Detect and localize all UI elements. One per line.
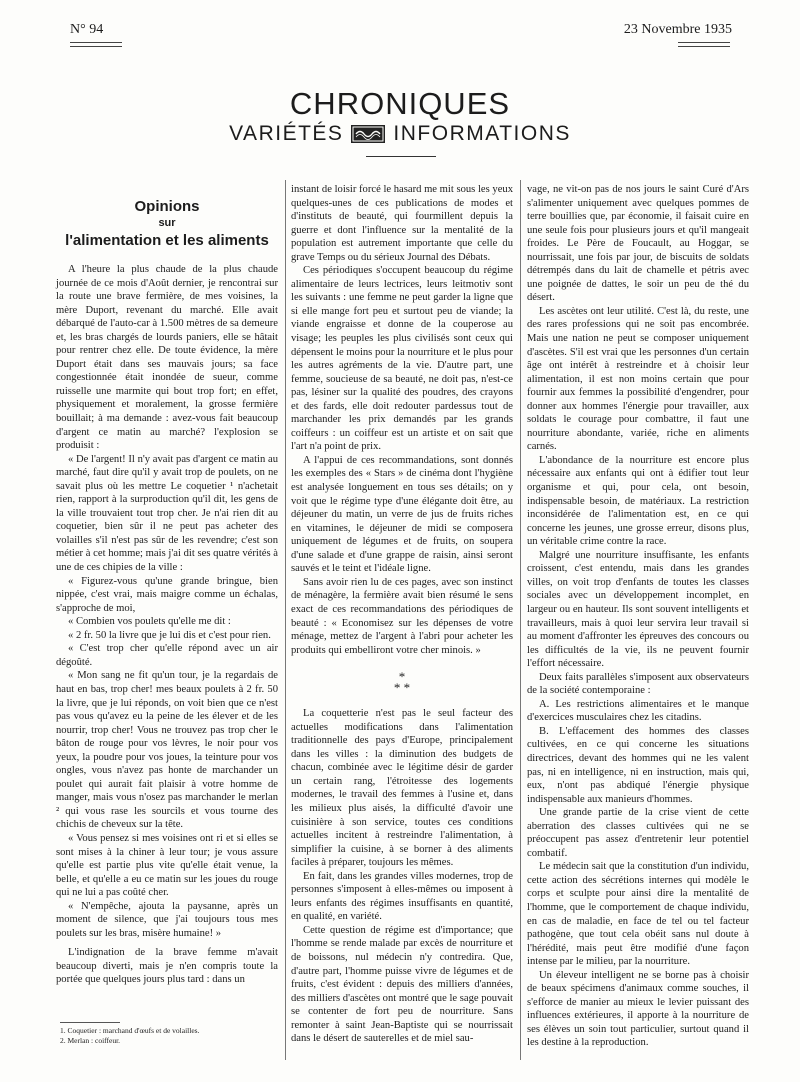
masthead-right: INFORMATIONS	[393, 122, 571, 145]
paragraph: A l'appui de ces recommandations, sont donnés les exemples des « Stars » de cinéma dont l'hygiène est analysée longuement en tous ses détails; on y voit que le régime type d'une élégante doit être, au déjeuner du matin, un verre de jus de fruits riches en vitamines, le déjeuner de midi se composera uniquement de légumes et de fruits, on soupera d'une salade et d'une grappe de raisin, ainsi seront sauvés et le teint et l'idéale ligne.	[291, 454, 513, 575]
header-rule-left	[70, 42, 122, 47]
masthead-title: CHRONIQUES	[289, 86, 511, 121]
paragraph: Le médecin sait que la constitution d'un individu, cette action des sécrétions internes qui modèle le corps et sculpte pour ainsi dire la mentalité de l'homme, que le comportement de chaque individu, en cas de maladie, en face de tel ou tel facteur pathogène, que tout cela obéit sans nul doute à l'hérédité, mais peut être modifié d'une façon intense par le milieu, par la nourriture.	[527, 861, 749, 968]
paragraph: « Combien vos poulets qu'elle me dit :	[68, 616, 231, 628]
paragraph: Un éleveur intelligent ne se borne pas à choisir de beaux spécimens d'animaux comme souches, il s'efforce de manier au mieux le levier puissant des influences extérieures, il apporte à la nourriture de ses élèves un soin tout particulier, surtout quand il les destine à la reproduction.	[527, 969, 749, 1049]
footnote-2: 2. Merlan : coiffeur.	[60, 1036, 121, 1045]
paragraph: Une grande partie de la crise vient de cette aberration des classes cultivées qui ne se préoccupent pas assez d'entretenir leur potentiel combatif.	[527, 807, 749, 859]
paragraph: L'abondance de la nourriture est encore plus nécessaire aux enfants qui ont à édifier tout leur organisme et qui, pour cela, ont besoin, indispensable besoin, de matériaux. La restriction inconsidérée de l'alimentation est, en ce qui concerne les jeunes, une grosse erreur, disons plus, un véritable crime contre la race.	[527, 454, 749, 548]
article-title-line2: sur	[158, 217, 176, 229]
paragraph: En fait, dans les grandes villes modernes, trop de personnes s'imposent à elles-mêmes ou imposent à leurs enfants des régimes insuffisants en quantité, en qualité, en variété.	[291, 870, 513, 923]
paragraph: Cette question de régime est d'importance; que l'homme se rende malade par excès de nourriture et de boissons, nul médecin n'y contredira. Que, d'autre part, l'homme puisse vivre de légumes et de fruits, c'est évident : depuis des milliers d'années, des milliers d'ascètes ont montré que le sage pouvait se contenter de fort peu de nourriture. Sans remonter à saint Jean-Baptiste qui se nourrissait dans le désert de sauterelles et de miel sau-	[291, 924, 513, 1045]
paragraph: « 2 fr. 50 la livre que je lui dis et c'est pour rien.	[68, 629, 271, 641]
paragraph: Deux faits parallèles s'imposent aux observateurs de la société contemporaine :	[527, 671, 749, 697]
paragraph: B. L'effacement des hommes des classes cultivées, en ce qui concerne les situations directrices, devant des hommes qui ne les valent pas, ni en intelligence, ni en instruction, mais qui, eux, n'ont pas abdiqué l'énergie physique indispensable aux manieurs d'hommes.	[527, 725, 749, 805]
paragraph: « Vous pensez si mes voisines ont ri et si elles se sont mises à la chiner à leur tour; je vous assure qu'elle est partie plus vite qu'elle était venue, la belle, et qu'elle a eu ce matin sur les joues du rouge qui ne lui a pas coûté cher.	[56, 832, 278, 899]
issue-date: 23 Novembre 1935	[623, 22, 732, 37]
footnote-rule	[60, 1022, 120, 1023]
ornament-icon	[351, 125, 385, 143]
column-rule-1	[285, 180, 286, 1060]
paragraph: « Mon sang ne fit qu'un tour, je la regardais de haut en bas, trop cher! mes beaux poulets à 2 fr. 50 la livre, que je lui réponds, on voit bien que ce n'est pas vous qu'avez eu la peine de les élever et de les nourrir, trop cher! Vous ne trouvez pas trop cher le bâton de rouge pour vos lèvres, le noir pour vos yeux, la poudre pour vos joues, la teinture pour vos ongles, vous n'avez pas honte de marchander un poulet qui aurait fait plaisir à votre homme de manger, mais vous n'osez pas marchander le merlan ² qui vous rase les sourcils et vous tourne des chichis de cheveux sur la tête.	[56, 670, 278, 831]
header-rule-right	[678, 42, 730, 47]
paragraph: « Figurez-vous qu'une grande bringue, bien nippée, c'est vrai, mais maigre comme un échalas, s'approche de moi,	[56, 575, 278, 614]
paragraph: La coquetterie n'est pas le seul facteur des actuelles modifications dans l'alimentation traditionnelle des pays d'Europe, principalement dans les villes : la diminution des budgets de chacun, combinée avec le légitime désir de garder un certain rang, l'étroitesse des logements modernes, le travail des femmes à l'usine et, dans les milieux plus aisés, la difficulté d'avoir une cuisinière à son service, toutes ces conditions actuelles incitent à restreindre l'alimentation, à simplifier la cuisine, à se borner à des aliments faciles à préparer, toujours les mêmes.	[291, 708, 513, 869]
column-2	[291, 183, 513, 1046]
paragraph: vage, ne vit-on pas de nos jours le saint Curé d'Ars s'alimenter uniquement avec quelques pommes de terre bouillies que, par économie, il faisait cuire en une seule fois pour plusieurs jours et qu'il mangeait froides. Le Père de Foucault, au Hoggar, se nourrissait, une fois par jour, de biscuits de soldats détrempés dans du lait de chamelle et pétris avec une poignée de dattes, le soir un peu de thé du désert.	[527, 184, 749, 304]
paragraph: L'indignation de la brave femme m'avait beaucoup diverti, mais je n'en compris toute la portée que quelques jours plus tard : dans un	[56, 947, 278, 986]
paragraph: instant de loisir forcé le hasard me mit sous les yeux quelques-unes de ces publications de modes et d'instituts de beauté, qui fourmillent depuis la guerre et dont l'influence sur la mentalité de la population est autrement importante que celle du grave Temps ou du sérieux Journal des Débats.	[291, 184, 513, 263]
masthead-rule	[366, 156, 436, 157]
column-3	[527, 183, 749, 1050]
paragraph: « C'est trop cher qu'elle répond avec un air dégoûté.	[56, 643, 278, 668]
paragraph: A l'heure la plus chaude de la plus chaude journée de ce mois d'Août dernier, je rencontrai sur la route une brave fermière, de mes voisines, la mère Duport, revenant du marché. Elle avait débarqué de l'auto-car à 1.500 mètres de sa demeure et, les bras chargés de lourds paniers, elle se hâtait pour rentrer chez elle. De toute évidence, la mère Duport était dans ses mauvais jours; sa face congestionnée était inondée de sueur, comme ruisselle une marmite qui bout trop fort; en effet, physiquement et moralement, la grosse fermière bouillait; à ma demande : avez-vous fait beaucoup d'argent ce matin au marché? l'explosion se produisit :	[56, 264, 278, 452]
paragraph: Ces périodiques s'occupent beaucoup du régime alimentaire de leurs lectrices, leurs leitmotiv sont les suivants : une femme ne peut garder la ligne que si elle mange fort peu et surtout peu de viande; la viande engraisse et donne de la couperose au visage; les peuples les plus civilisés sont ceux qui dépensent le moins pour la nourriture et le plus pour les autres agréments de la vie. D'autre part, une femme, soucieuse de sa beauté, ne doit pas, n'est-ce pas, lésiner sur la qualité des poudres, des crayons et des fards, elle doit redouter pardessus tout de marchander les prix demandés par les grands coiffeurs : un coiffeur est un artiste et on sait que l'art n'a point de prix.	[291, 265, 513, 453]
star-bottom: * *	[393, 680, 411, 696]
footnotes	[60, 1026, 280, 1046]
issue-number: N° 94	[70, 22, 104, 37]
section-break	[291, 669, 513, 696]
article-title-line3: l'alimentation et les aliments	[65, 232, 269, 249]
column-rule-2	[520, 180, 521, 1060]
footnote-1: 1. Coquetier : marchand d'œufs et de volailles.	[60, 1026, 200, 1035]
article-title-line1: Opinions	[134, 198, 200, 215]
masthead-left: VARIÉTÉS	[229, 122, 344, 145]
star-top: *	[398, 669, 406, 685]
column-1	[56, 263, 278, 987]
paragraph: A. Les restrictions alimentaires et le manque d'exercices musculaires chez les citadins.	[527, 698, 749, 724]
paragraph: « De l'argent! Il n'y avait pas d'argent ce matin au marché, faut dire qu'il y avait trop de poulets, on ne savait plus où les mettre Le coquetier ¹ n'achetait rien, rapport à la surproduction qu'il dit, les gens de la ville trouvaient tout trop cher. Je n'ai rien dit au coquetier, bien sûr il ne peut pas acheter des volailles s'il n'est pas sûr de les revendre; c'est son métier à cet homme; mais j'ai dit ses quatre vérités à une de ces chipies de la ville :	[56, 453, 278, 574]
paragraph: Sans avoir rien lu de ces pages, avec son instinct de ménagère, la fermière avait bien résumé le sens exact de ces recommandations des périodiques de beauté : « Economisez sur les dépenses de votre ménage, mettez de l'argent à l'abri pour acheter les produits qui embelliront votre cher minois. »	[291, 576, 513, 656]
paragraph: Malgré une nourriture insuffisante, les enfants croissent, c'est entendu, mais dans les grandes villes, on voit trop d'enfants de toutes les classes sociales avec un développement incomplet, en largeur ou en hauteur. Ils sont souvent intelligents et travailleurs, mais à quoi leur servira leur travail si au moment d'affronter les épreuves des concours ou les difficultés de la vie, ils ne peuvent fournir l'effort nécessaire.	[527, 549, 749, 670]
paragraph: « N'empêche, ajouta la paysanne, après un moment de silence, que j'ai toujours tous mes poulets sur les bras, misère humaine! »	[56, 900, 278, 939]
masthead-subtitle	[0, 122, 800, 146]
paragraph: Les ascètes ont leur utilité. C'est là, du reste, une des rares professions qui ne soit pas encombrée. Mais une nation ne peut se composer uniquement d'ascètes. S'il est vrai que les personnes d'un certain âge ont intérêt à restreindre et à choisir leur alimentation, il est non moins certain que pour fournir aux femmes la possibilité d'engendrer, pour donner aux hommes l'énergie pour travailler, aux soldats le courage pour combattre, il faut une nourriture abondante, variée, riche en aliments carnés.	[527, 305, 749, 453]
